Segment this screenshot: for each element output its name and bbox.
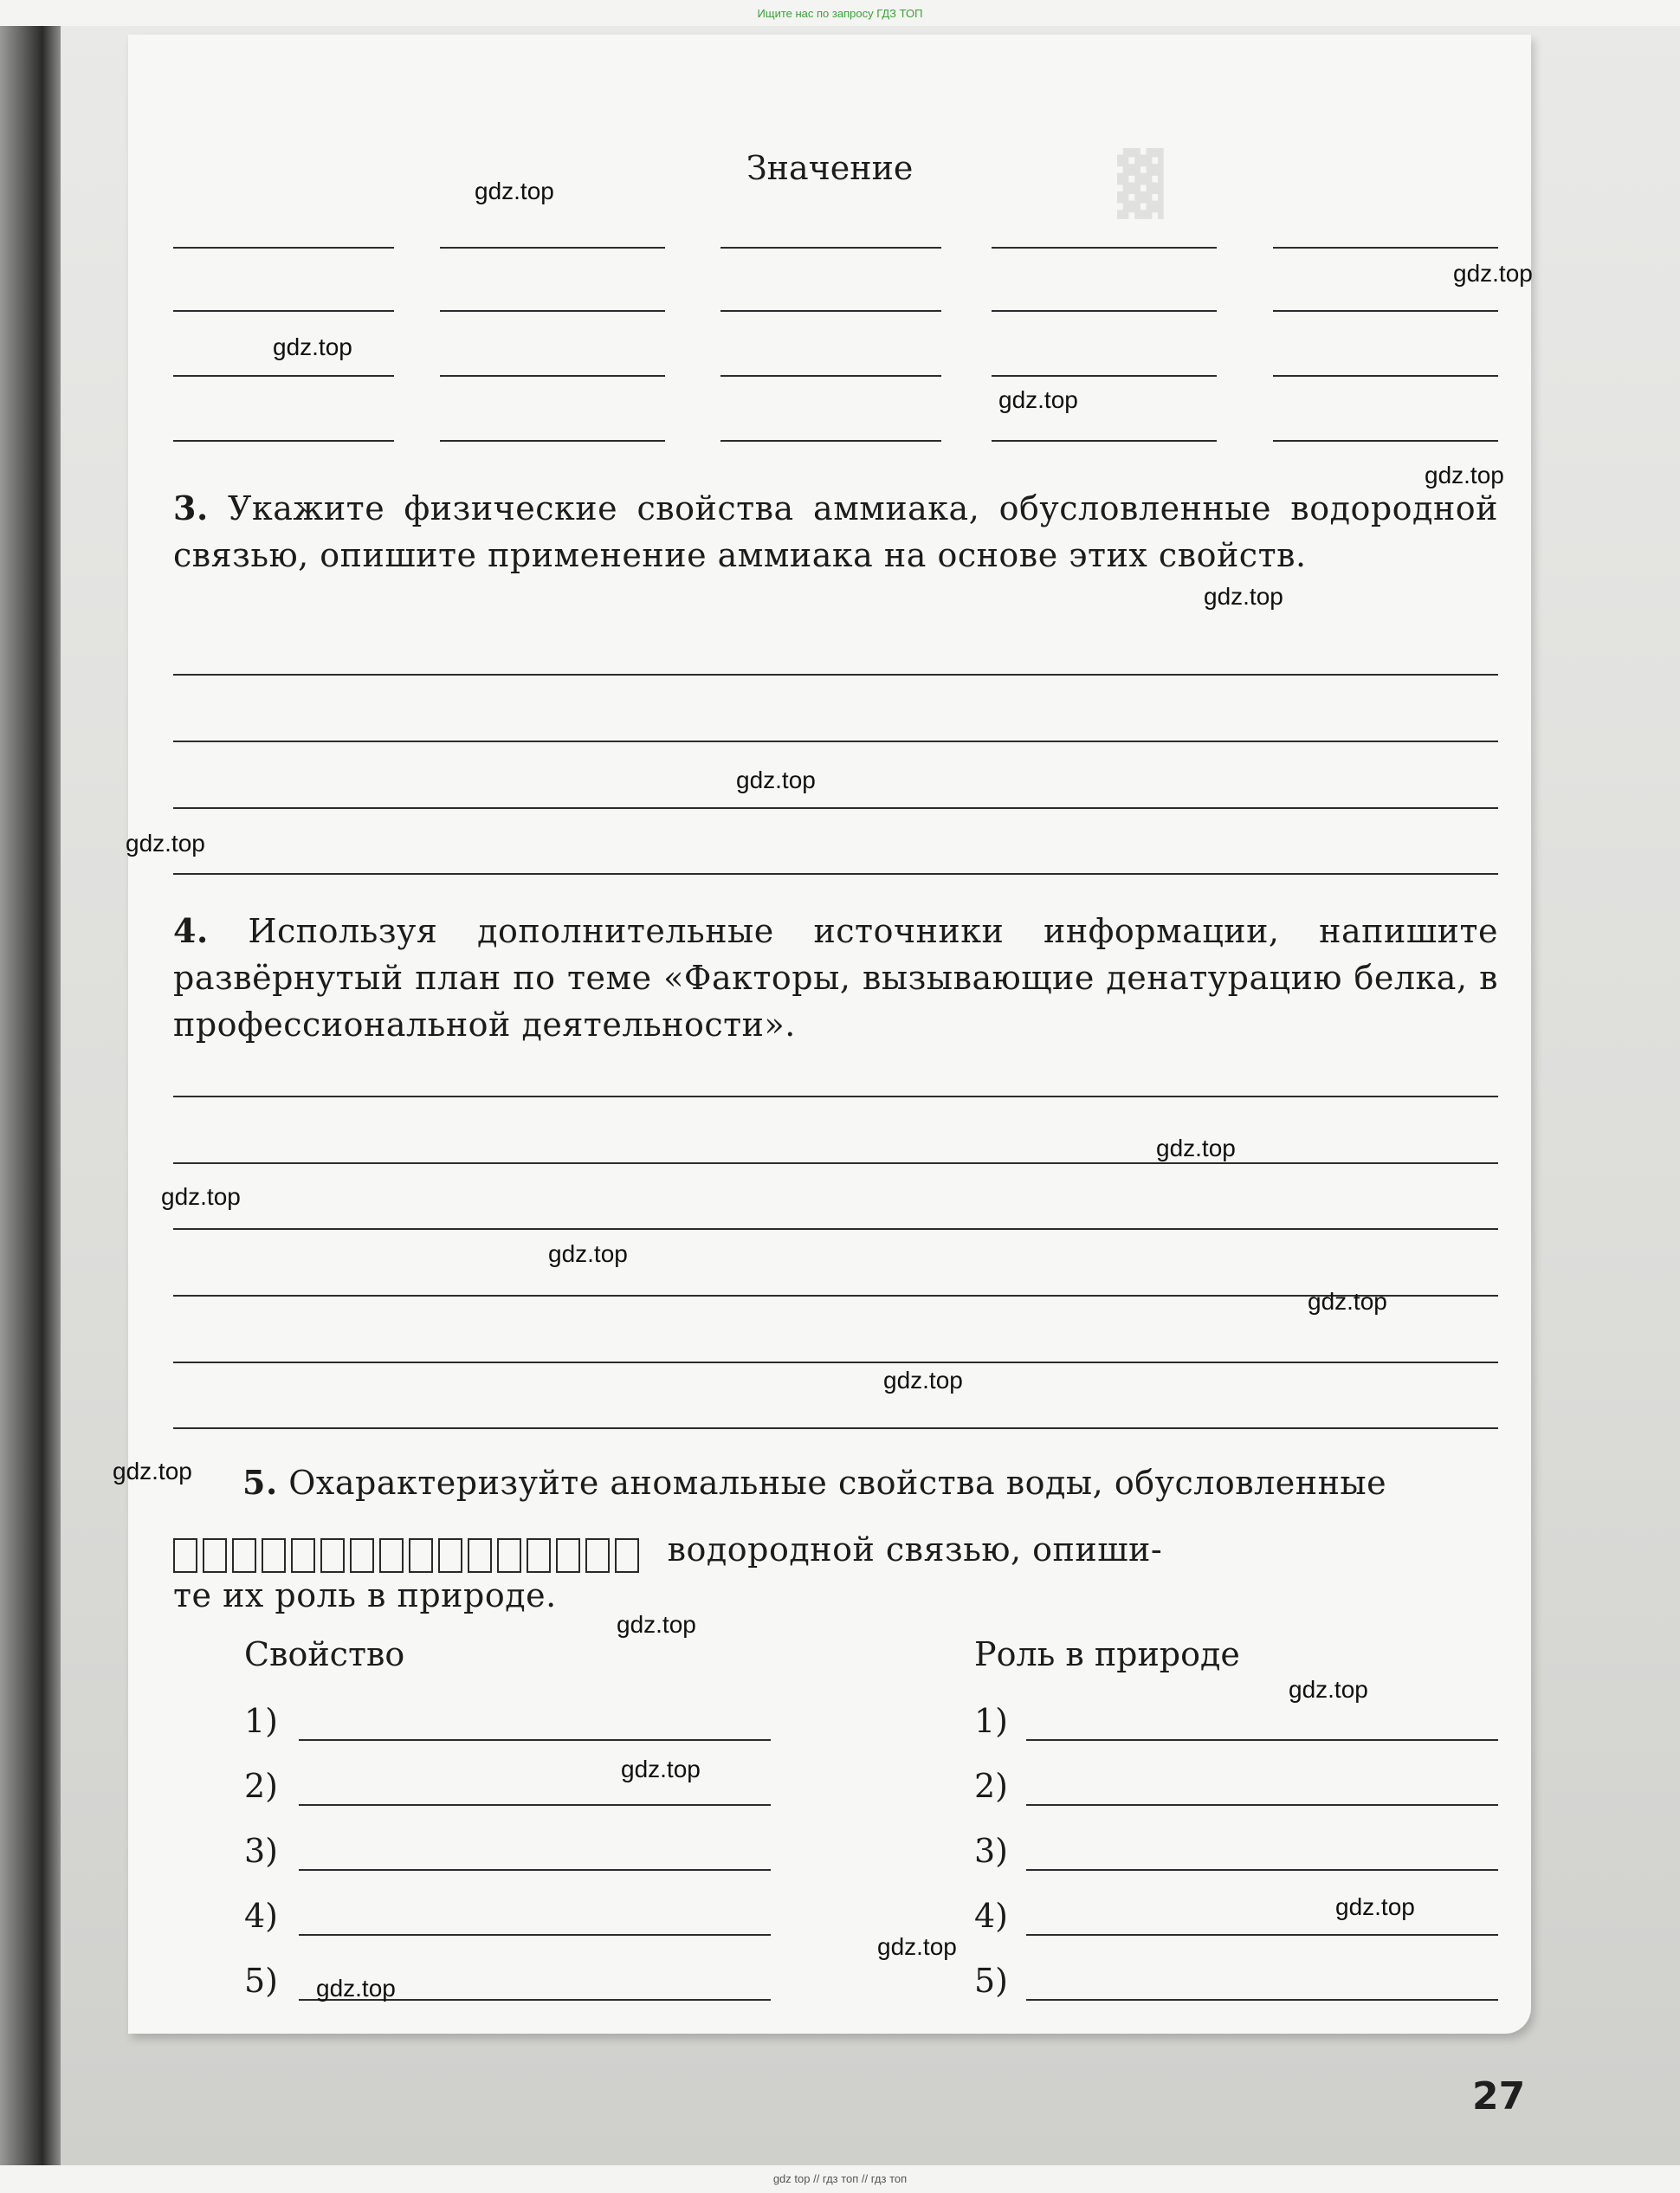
watermark: gdz.top [736, 767, 816, 793]
letter-boxes [173, 1530, 644, 1576]
watermark: gdz.top [1289, 1676, 1368, 1703]
column-role-header: Роль в природе [974, 1635, 1240, 1673]
watermark: gdz.top [273, 333, 352, 360]
role-number-5: 5) [974, 1962, 1009, 2000]
watermark: gdz.top [1204, 583, 1283, 610]
task-5-row2 [173, 1526, 1498, 1576]
task-5-line2: водородной связью, опиши- [667, 1530, 1163, 1569]
watermark: gdz.top [548, 1240, 628, 1267]
task-5-line3: те их роль в природе. [173, 1576, 557, 1614]
watermark: gdz.top [1308, 1288, 1387, 1315]
watermark: gdz.top [316, 1975, 396, 2002]
watermark: gdz.top [883, 1367, 963, 1394]
watermark: gdz.top [126, 830, 205, 857]
column-property-header: Свойство [244, 1635, 405, 1673]
section-header-value: Значение [746, 149, 914, 187]
watermark: gdz.top [621, 1756, 701, 1782]
show-through-heading: ▓ [1117, 147, 1164, 219]
role-number-1: 1) [974, 1702, 1009, 1740]
watermark: gdz.top [475, 178, 554, 204]
book-spine [0, 26, 61, 2165]
task-3-text: Укажите физические свойства аммиака, обусловленные водородной связью, опишите применение аммиака на основе этих свойств. [173, 489, 1498, 574]
task-5-row3 [173, 1572, 1498, 1619]
top-banner: Ищите нас по запросу ГДЗ ТОП [757, 7, 923, 20]
watermark: gdz.top [617, 1611, 696, 1638]
task-5-number: 5. [242, 1463, 278, 1502]
task-4-number: 4. [173, 911, 209, 950]
watermark: gdz.top [113, 1458, 192, 1485]
page-number: 27 [1472, 2074, 1526, 2119]
role-number-4: 4) [974, 1897, 1009, 1935]
property-number-3: 3) [244, 1832, 279, 1870]
watermark: gdz.top [1156, 1135, 1236, 1161]
task-3 [173, 485, 1498, 579]
property-number-5: 5) [244, 1962, 279, 2000]
watermark: gdz.top [1335, 1893, 1415, 1920]
task-4-text: Используя дополнительные источники информации, напишите развёрнутый план по теме «Факторы, вызывающие денатурацию белка, в профессиональной деятельности». [173, 912, 1498, 1044]
role-number-3: 3) [974, 1832, 1009, 1870]
task-5 [173, 1459, 1498, 1506]
task-5-line1: Охарактеризуйте аномальные свойства воды, обусловленные [288, 1464, 1387, 1502]
bottom-banner: gdz top // гдз топ // гдз топ [772, 2172, 908, 2185]
watermark: gdz.top [877, 1933, 957, 1960]
role-number-2: 2) [974, 1767, 1009, 1805]
watermark: gdz.top [161, 1183, 241, 1210]
property-number-1: 1) [244, 1702, 279, 1740]
task-4 [173, 908, 1498, 1048]
watermark: gdz.top [1453, 260, 1533, 287]
watermark: gdz.top [998, 386, 1078, 413]
property-number-4: 4) [244, 1897, 279, 1935]
task-3-number: 3. [173, 488, 209, 527]
watermark: gdz.top [1425, 462, 1504, 488]
property-number-2: 2) [244, 1767, 279, 1805]
